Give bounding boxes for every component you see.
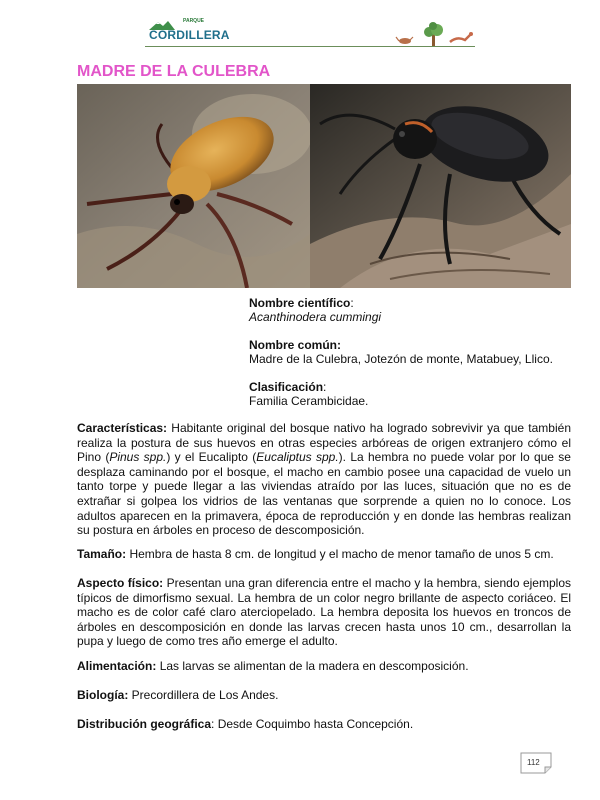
characteristics-text-3: ). La hembra no puede volar por lo que se desplaza caminando por el bosque, el macho en cambio posee una capacidad de vuelo un tanto torpe y puede llegar a las viviendas atraído por las luces, situación que no es de extrañar si golpea los vidrios de las ventanas que sorprende a quien no lo conoce. Los adultos aparecen en la primavera, época de reproducción y en donde las hembras realizan su postura en árboles en proceso de descomposición. bbox=[77, 450, 571, 538]
appearance-paragraph bbox=[77, 576, 571, 649]
classification-label: Clasificación bbox=[249, 380, 324, 394]
logo-title: CORDILLERA bbox=[149, 28, 230, 42]
biology-text: Precordillera de Los Andes. bbox=[131, 688, 279, 702]
size-label: Tamaño: bbox=[77, 547, 127, 561]
characteristics-paragraph bbox=[77, 421, 571, 538]
size-paragraph bbox=[77, 547, 571, 562]
page-number: 112 bbox=[527, 758, 540, 767]
food-label: Alimentación: bbox=[77, 659, 157, 673]
species-info bbox=[249, 296, 579, 422]
distribution-paragraph: Distribución geográfica: Desde Coquimbo hasta Concepción. bbox=[77, 717, 414, 731]
characteristics-text-1: Habitante original del bosque nativo ha logrado sobrevivir ya que también realiza la postura de sus huevos en otras especies arbóreas de origen extranjero cómo el Pino ( bbox=[77, 421, 571, 465]
scientific-name-label: Nombre científico bbox=[249, 296, 351, 310]
female-beetle-photo bbox=[310, 84, 571, 288]
classification-value: Familia Cerambicidae. bbox=[249, 394, 369, 408]
page-title: MADRE DE LA CULEBRA bbox=[77, 63, 271, 80]
logo-subtitle: PARQUE bbox=[183, 18, 205, 24]
biology-paragraph bbox=[77, 688, 571, 703]
eucaliptus-name: Eucaliptus spp. bbox=[256, 450, 339, 465]
characteristics-text-2: ) y el Eucalipto ( bbox=[166, 450, 257, 465]
distribution-label: Distribución geográfica bbox=[77, 717, 212, 731]
classification-block: Clasificación: Familia Cerambicidae. bbox=[249, 380, 579, 408]
page-header bbox=[145, 18, 475, 54]
common-name-label: Nombre común bbox=[249, 338, 338, 352]
characteristics-label: Características: bbox=[77, 421, 168, 435]
biology-label: Biología: bbox=[77, 688, 129, 702]
appearance-text: Presentan una gran diferencia entre el macho y la hembra, siendo ejemplos típicos de dimorfismo sexual. La hembra de un color negro brillante de aspecto coriáceo. El macho es de color café claro aterciopelado. La hembra deposita los huevos en troncos de árboles en descomposición en donde las larvas crecen hasta unos 10 cm., desarrollan la pupa y luego de como tres año emerge el adulto. bbox=[77, 576, 571, 649]
appearance-label: Aspecto físico: bbox=[77, 576, 164, 590]
pinus-name: Pinus spp. bbox=[109, 450, 167, 465]
distribution-text: Desde Coquimbo hasta Concepción. bbox=[217, 717, 414, 731]
fauna-illustration-icon bbox=[395, 22, 475, 48]
common-name-value: Madre de la Culebra, Jotezón de monte, Matabuey, Llico. bbox=[249, 352, 553, 366]
size-text: Hembra de hasta 8 cm. de longitud y el macho de menor tamaño de unos 5 cm. bbox=[129, 547, 554, 561]
scientific-name-block: Nombre científico: Acanthinodera cummingi bbox=[249, 296, 382, 324]
male-beetle-photo bbox=[77, 84, 310, 288]
food-paragraph bbox=[77, 659, 571, 674]
common-name-block: Nombre común: Madre de la Culebra, Jotezón de monte, Matabuey, Llico. bbox=[249, 338, 579, 366]
food-text: Las larvas se alimentan de la madera en descomposición. bbox=[159, 659, 469, 673]
scientific-name-value: Acanthinodera cummingi bbox=[249, 310, 382, 324]
